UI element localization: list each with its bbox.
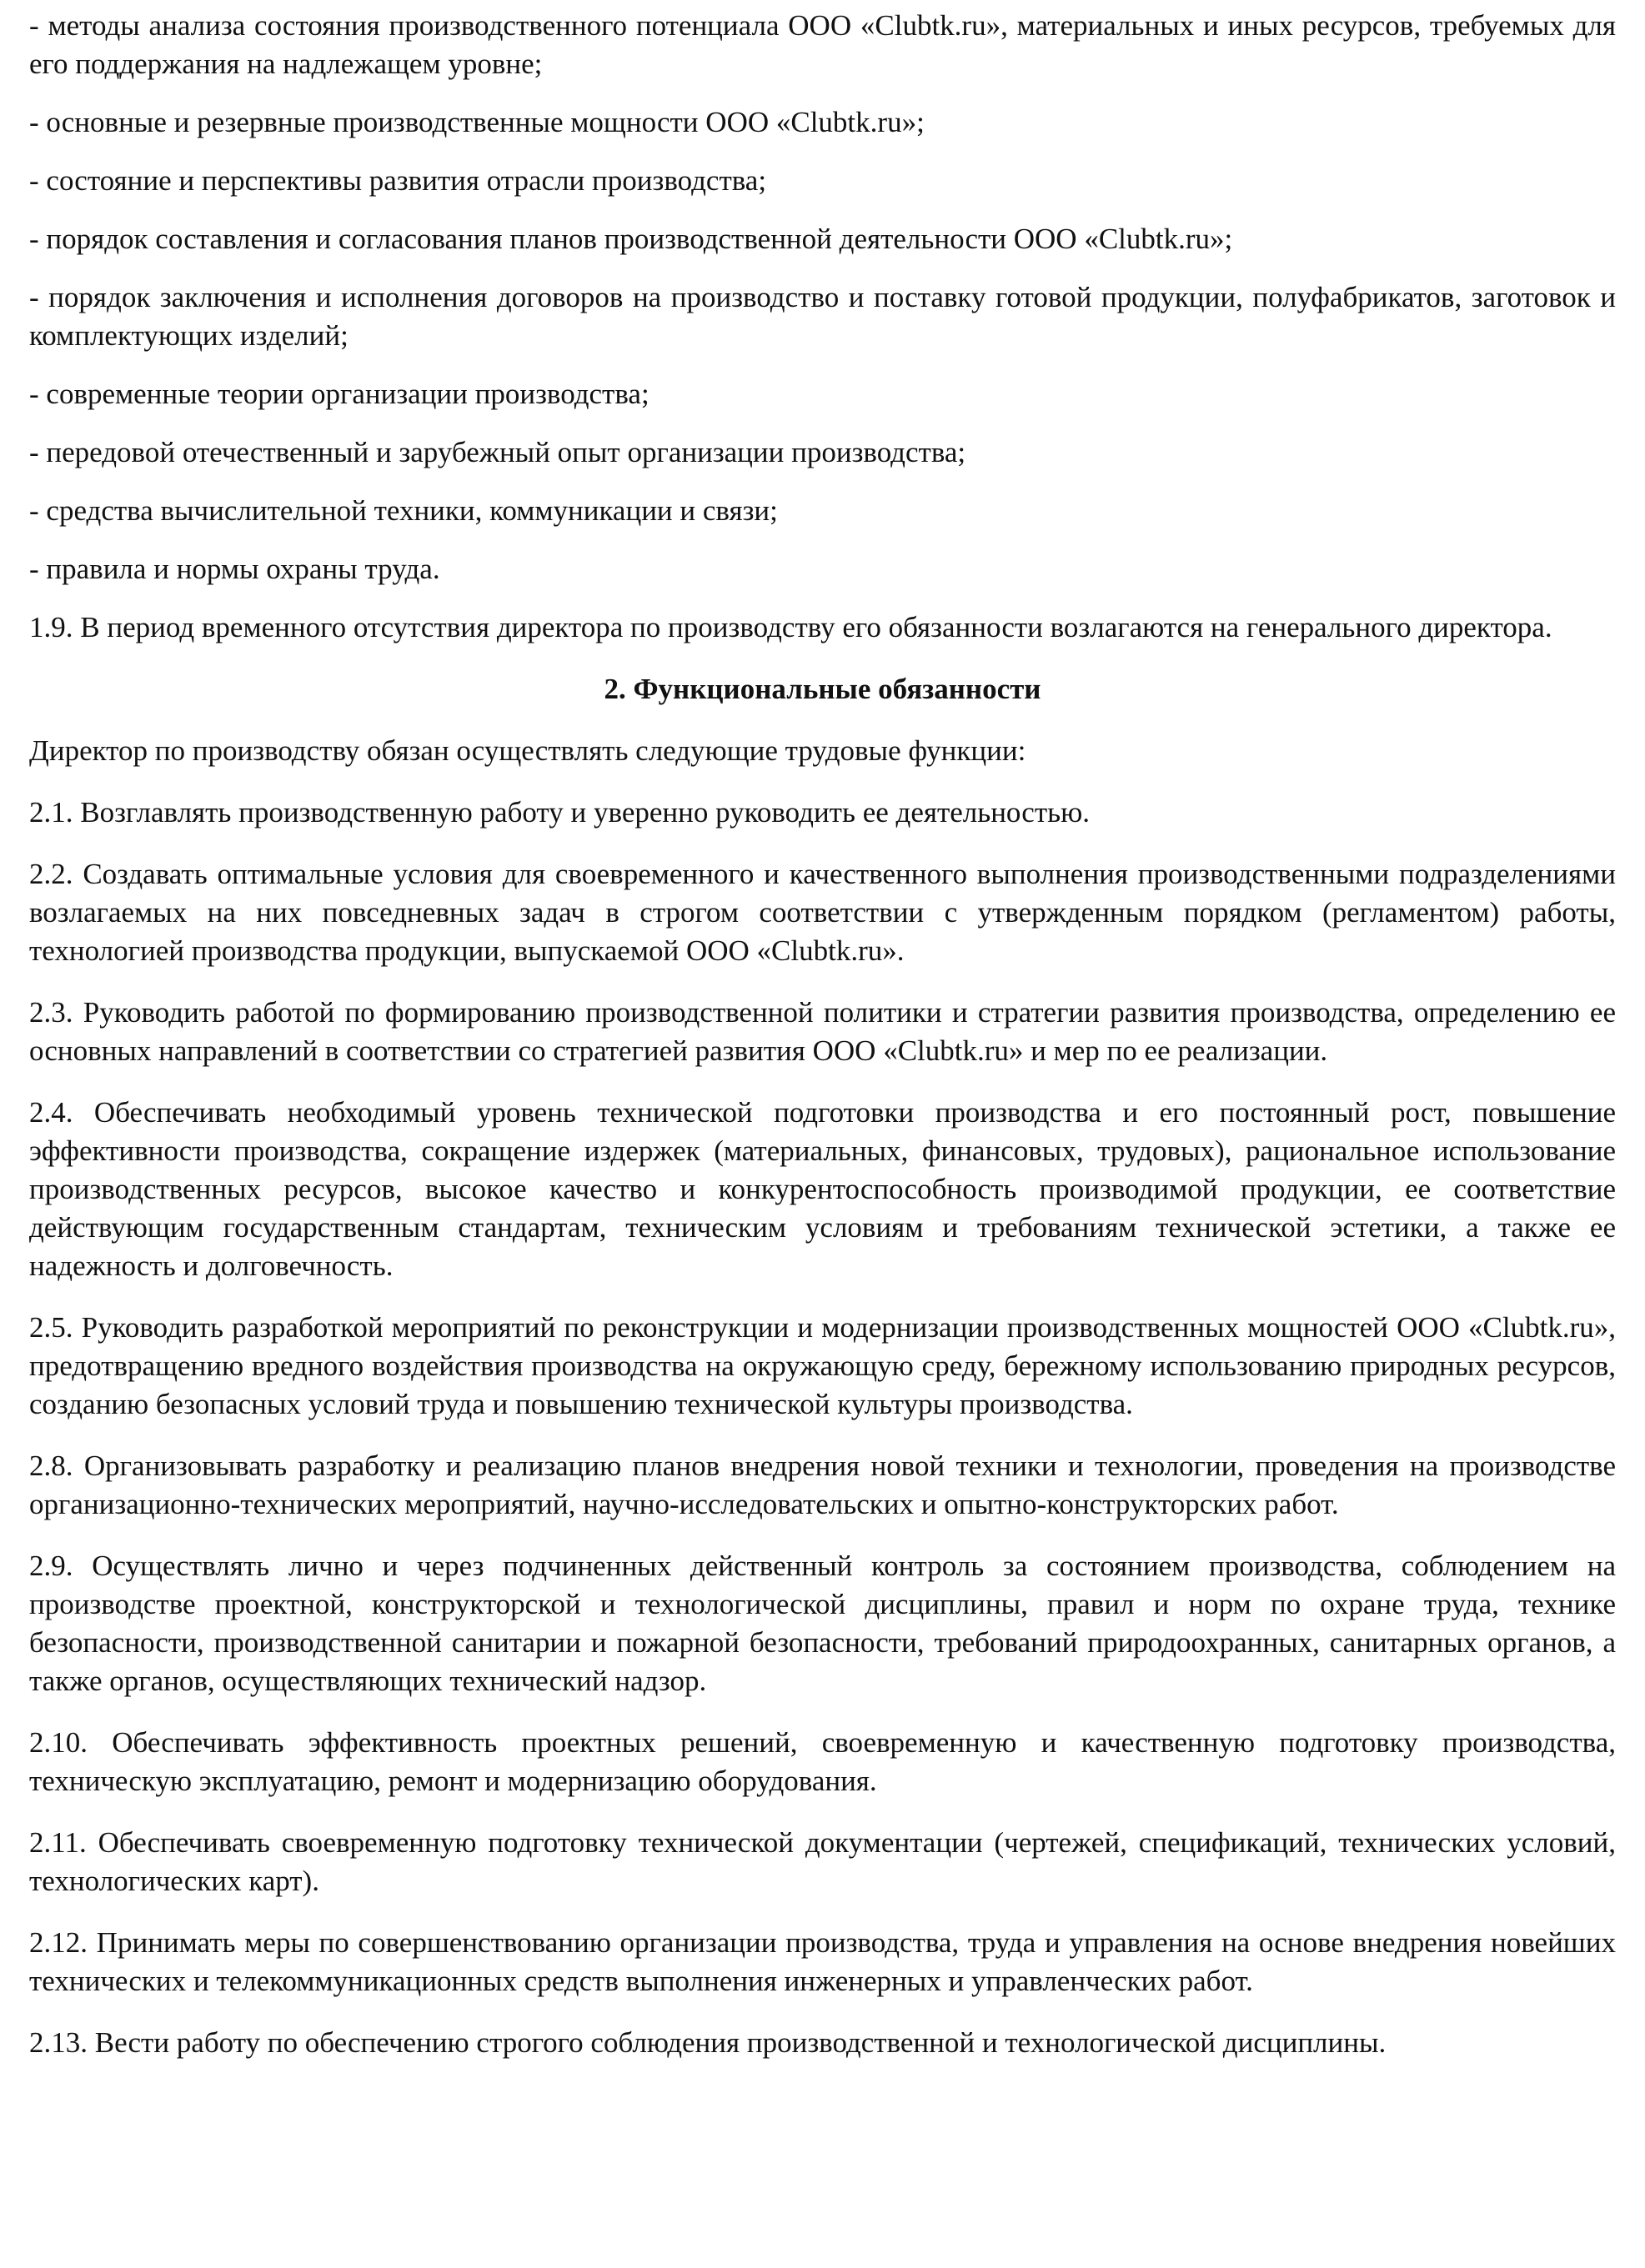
list-item: - основные и резервные производственные мощности ООО «Clubtk.ru»; <box>29 106 925 138</box>
list-item: - состояние и перспективы развития отрасли производства; <box>29 164 767 197</box>
clause-2-8: 2.8. Организовывать разработку и реализацию планов внедрения новой техники и технологии, проведения на производстве организационно-технических мероприятий, научно-исследовательских и опытно-конструкторских работ. <box>29 1449 1616 1520</box>
clause-2-2: 2.2. Создавать оптимальные условия для своевременного и качественного выполнения производственными подразделениями возлагаемых на них повседневных задач в строгом соответствии с утвержденным порядком (регламентом) работы, технологией производства продукции, выпускаемой ООО «Clubtk.ru». <box>29 858 1616 967</box>
clause-2-12: 2.12. Принимать меры по совершенствованию организации производства, труда и управления на основе внедрения новейших технических и телекоммуникационных средств выполнения инженерных и управленческих работ. <box>29 1926 1616 1997</box>
list-item: - передовой отечественный и зарубежный опыт организации производства; <box>29 436 966 468</box>
clause-2-3: 2.3. Руководить работой по формированию производственной политики и стратегии развития производства, определению ее основных направлений в соответствии со стратегией развития ООО «Clubtk.ru» и мер по ее реализации. <box>29 996 1616 1067</box>
section-intro: Директор по производству обязан осуществлять следующие трудовые функции: <box>29 734 1026 767</box>
list-item: - правила и нормы охраны труда. <box>29 553 440 585</box>
list-item: - современные теории организации производства; <box>29 378 649 410</box>
clause-2-13: 2.13. Вести работу по обеспечению строгого соблюдения производственной и технологической дисциплины. <box>29 2026 1387 2059</box>
list-item: - порядок составления и согласования планов производственной деятельности ООО «Clubtk.ru»; <box>29 223 1233 255</box>
section-title: 2. Функциональные обязанности <box>604 673 1041 705</box>
clause-2-9: 2.9. Осуществлять лично и через подчиненных действенный контроль за состоянием производства, соблюдением на производстве проектной, конструкторской и технологической дисциплины, правил и норм по охране труда, технике безопасности, производственной санитарии и пожарной безопасности, требований природоохранных, санитарных органов, а также органов, осуществляющих технический надзор. <box>29 1550 1616 1697</box>
clause-1-9: 1.9. В период временного отсутствия директора по производству его обязанности возлагаются на генерального директора. <box>29 611 1552 643</box>
document-page <box>29 7 1616 2085</box>
list-item: - методы анализа состояния производственного потенциала ООО «Clubtk.ru», материальных и иных ресурсов, требуемых для его поддержания на надлежащем уровне; <box>29 9 1616 80</box>
list-item: - средства вычислительной техники, коммуникации и связи; <box>29 494 778 527</box>
clause-2-1: 2.1. Возглавлять производственную работу и уверенно руководить ее деятельностью. <box>29 796 1090 829</box>
clause-2-10: 2.10. Обеспечивать эффективность проектных решений, своевременную и качественную подготовку производства, техническую эксплуатацию, ремонт и модернизацию оборудования. <box>29 1726 1616 1797</box>
clause-2-11: 2.11. Обеспечивать своевременную подготовку технической документации (чертежей, спецификаций, технических условий, технологических карт). <box>29 1826 1616 1897</box>
clause-2-4: 2.4. Обеспечивать необходимый уровень технической подготовки производства и его постоянный рост, повышение эффективности производства, сокращение издержек (материальных, финансовых, трудовых), рациональное использование производственных ресурсов, высокое качество и конкурентоспособность производимой продукции, ее соответствие действующим государственным стандартам, техническим условиям и требованиям технической эстетики, а также ее надежность и долговечность. <box>29 1096 1616 1282</box>
clause-2-5: 2.5. Руководить разработкой мероприятий по реконструкции и модернизации производственных мощностей ООО «Clubtk.ru», предотвращению вредного воздействия производства на окружающую среду, бережному использованию природных ресурсов, созданию безопасных условий труда и повышению технической культуры производства. <box>29 1311 1616 1420</box>
list-item: - порядок заключения и исполнения договоров на производство и поставку готовой продукции, полуфабрикатов, заготовок и комплектующих изделий; <box>29 281 1616 352</box>
